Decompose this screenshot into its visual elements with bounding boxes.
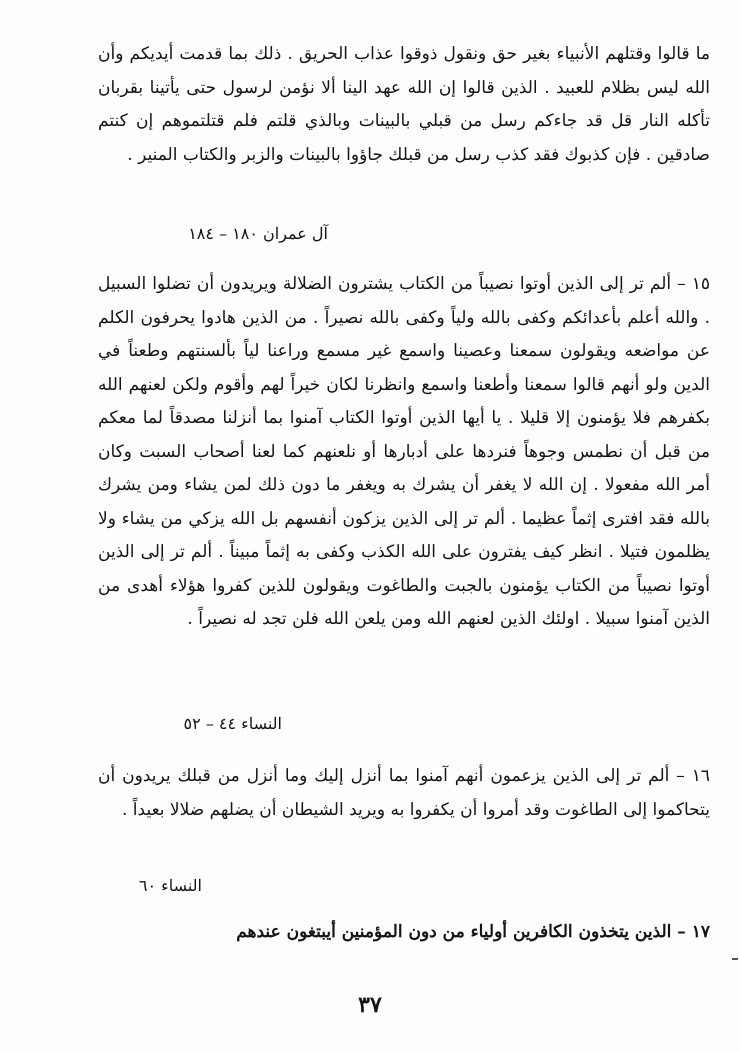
paragraph-item-15: ١٥ – ألم تر إلى الذين أوتوا نصيباً من الكتاب يشترون الضلالة ويريدون أن تضلوا السبيل . والله أعلم بأعدائكم وكفى بالله ولياً وكفى بالله نصيراً . من الذين هادوا يحرفون الكلم عن مواضعه ويقولون سمعنا وعصينا واسمع غير مسمع وراعنا لياً بألسنتهم وطعناً في الدين ولو أنهم قالوا سمعنا وأطعنا واسمع وانظرنا لكان خيراً لهم وأقوم ولكن لعنهم الله بكفرهم فلا يؤمنون إلا قليلا . يا أيها الذين أوتوا الكتاب آمنوا بما أنزلنا مصدقاً لما معكم من قبل أن نطمس وجوهاً فنردها على أدبارها أو نلعنهم كما لعنا أصحاب السبت وكان أمر الله مفعولا . إن الله لا يغفر أن يشرك به ويغفر ما دون ذلك لمن يشاء ومن يشرك بالله فقد افترى إثماً عظيما . ألم تر إلى الذين يزكون أنفسهم بل الله يزكي من يشاء ولا يظلمون فتيلا . انظر كيف يفترون على الله الكذب وكفى به إثماً مبيناً . ألم تر إلى الذين أوتوا نصيباً من الكتاب يؤمنون بالجبت والطاغوت ويقولون للذين كفروا هؤلاء أهدى من الذين آمنوا سبيلا . اولئك الذين لعنهم الله ومن يلعن الله فلن تجد له نصيراً . xyxy=(98,274,710,629)
verse-reference-an-nisa-60: النساء ٦٠ xyxy=(138,876,202,895)
verse-reference-an-nisa-44-52: النساء ٤٤ – ٥٢ xyxy=(183,714,282,733)
scan-edge-mark xyxy=(732,958,738,960)
page-number: ٣٧ xyxy=(358,992,382,1018)
paragraph-item-17: ١٧ – الذين يتخذون الكافرين أولياء من دون المؤمنين أيبتغون عندهم xyxy=(236,922,710,942)
paragraph-continuation: ما قالوا وقتلهم الأنبياء بغير حق ونقول ذوقوا عذاب الحريق . ذلك بما قدمت أيديكم وأن الله ليس بظلام للعبيد . الذين قالوا إن الله عهد الينا ألا نؤمن لرسول حتى يأتينا بقربان تأكله النار قل قد جاءكم رسل من قبلي بالبينات وبالذي قلتم فلم قتلتموهم إن كنتم صادقين . فإن كذبوك فقد كذب رسل من قبلك جاؤوا بالبينات والزبر والكتاب المنير . xyxy=(98,44,710,165)
verse-reference-al-imran: آل عمران ١٨٠ – ١٨٤ xyxy=(188,224,328,243)
paragraph-item-16: ١٦ – ألم تر إلى الذين يزعمون أنهم آمنوا بما أنزل إليك وما أنزل من قبلك يريدون أن يتحاكموا إلى الطاغوت وقد أمروا أن يكفروا به ويريد الشيطان أن يضلهم ضلالا بعيداً . xyxy=(98,766,710,820)
